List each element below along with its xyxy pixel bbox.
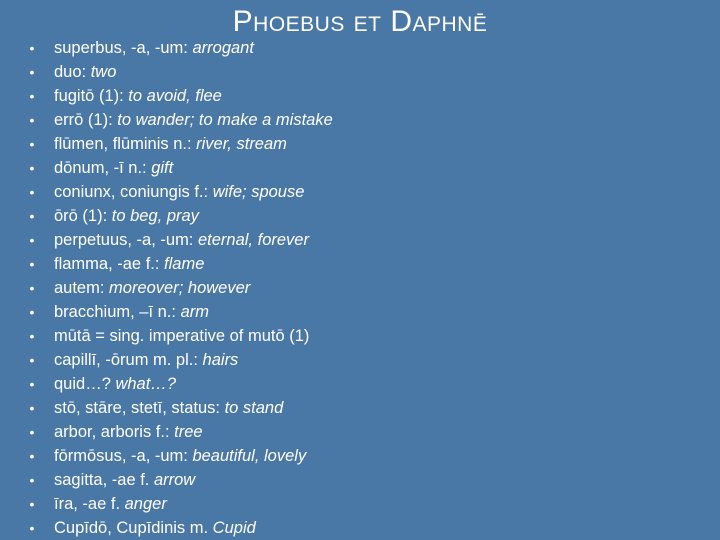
list-item bbox=[26, 180, 333, 204]
list-item bbox=[26, 372, 333, 396]
list-item bbox=[26, 348, 333, 372]
vocab-term: ōrō (1): bbox=[54, 207, 112, 225]
bullet-icon: • bbox=[29, 304, 35, 320]
vocab-term: quid…? bbox=[54, 375, 116, 393]
vocab-term: Cupīdō, Cupīdinis m. bbox=[54, 519, 213, 537]
list-item bbox=[26, 108, 333, 132]
list-item bbox=[26, 396, 333, 420]
vocab-term: duo: bbox=[54, 63, 91, 81]
list-item bbox=[26, 60, 333, 84]
vocab-term: mūtā = sing. imperative of mutō (1) bbox=[54, 327, 310, 345]
list-item bbox=[26, 228, 333, 252]
vocab-term: dōnum, -ī n.: bbox=[54, 159, 152, 177]
bullet-icon: • bbox=[29, 376, 35, 392]
vocab-gloss: tree bbox=[174, 423, 203, 441]
slide-title: Phoebus et Daphnē bbox=[232, 5, 488, 38]
list-item bbox=[26, 276, 333, 300]
list-item bbox=[26, 36, 333, 60]
list-item bbox=[26, 204, 333, 228]
bullet-icon: • bbox=[29, 400, 35, 416]
list-item bbox=[26, 132, 333, 156]
bullet-icon: • bbox=[29, 328, 35, 344]
list-item bbox=[26, 84, 333, 108]
bullet-icon: • bbox=[29, 64, 35, 80]
bullet-icon: • bbox=[29, 136, 35, 152]
vocab-gloss: beautiful, lovely bbox=[192, 447, 307, 465]
vocab-term: sagitta, -ae f. bbox=[54, 471, 154, 489]
vocab-gloss: river, stream bbox=[196, 135, 287, 153]
bullet-icon: • bbox=[29, 232, 35, 248]
bullet-icon: • bbox=[29, 448, 35, 464]
bullet-icon: • bbox=[29, 280, 35, 296]
vocab-gloss: two bbox=[90, 63, 117, 81]
vocab-term: coniunx, coniungis f.: bbox=[54, 183, 213, 201]
bullet-icon: • bbox=[29, 256, 35, 272]
vocab-term: īra, -ae f. bbox=[54, 495, 125, 513]
vocab-gloss: arrow bbox=[153, 471, 196, 489]
bullet-icon: • bbox=[29, 424, 35, 440]
vocab-gloss: Cupid bbox=[212, 519, 256, 537]
vocab-term: superbus, -a, -um: bbox=[54, 39, 193, 57]
vocab-term: flūmen, flūminis n.: bbox=[54, 135, 197, 153]
bullet-icon: • bbox=[29, 88, 35, 104]
vocab-gloss: wife; spouse bbox=[212, 183, 305, 201]
vocab-term: arbor, arboris f.: bbox=[54, 423, 175, 441]
vocab-term: capillī, -ōrum m. pl.: bbox=[54, 351, 203, 369]
bullet-icon: • bbox=[29, 520, 35, 536]
list-item bbox=[26, 252, 333, 276]
vocab-term: perpetuus, -a, -um: bbox=[54, 231, 198, 249]
bullet-icon: • bbox=[29, 112, 35, 128]
bullet-icon: • bbox=[29, 352, 35, 368]
bullet-icon: • bbox=[29, 496, 35, 512]
list-item bbox=[26, 324, 333, 348]
vocab-gloss: to beg, pray bbox=[111, 207, 199, 225]
vocabulary-list bbox=[26, 36, 333, 540]
vocab-gloss: flame bbox=[164, 255, 205, 273]
vocab-gloss: moreover; however bbox=[109, 279, 251, 297]
vocab-gloss: arrogant bbox=[192, 39, 254, 57]
vocab-gloss: arm bbox=[180, 303, 209, 321]
vocab-gloss: to stand bbox=[224, 399, 284, 417]
list-item bbox=[26, 516, 333, 540]
list-item bbox=[26, 300, 333, 324]
list-item bbox=[26, 420, 333, 444]
bullet-icon: • bbox=[29, 472, 35, 488]
vocab-gloss: hairs bbox=[202, 351, 239, 369]
vocab-term: errō (1): bbox=[54, 111, 118, 129]
vocab-gloss: what…? bbox=[115, 375, 176, 393]
list-item bbox=[26, 468, 333, 492]
list-item bbox=[26, 444, 333, 468]
vocab-gloss: gift bbox=[151, 159, 174, 177]
vocab-term: fugitō (1): bbox=[54, 87, 129, 105]
vocab-gloss: to wander; to make a mistake bbox=[117, 111, 333, 129]
bullet-icon: • bbox=[29, 184, 35, 200]
list-item bbox=[26, 156, 333, 180]
vocab-gloss: eternal, forever bbox=[197, 231, 309, 249]
vocab-gloss: anger bbox=[124, 495, 167, 513]
vocab-term: autem: bbox=[54, 279, 110, 297]
list-item bbox=[26, 492, 333, 516]
bullet-icon: • bbox=[29, 160, 35, 176]
vocab-term: bracchium, –ī n.: bbox=[54, 303, 181, 321]
vocab-term: fōrmōsus, -a, -um: bbox=[54, 447, 193, 465]
vocab-gloss: to avoid, flee bbox=[128, 87, 222, 105]
bullet-icon: • bbox=[29, 40, 35, 56]
bullet-icon: • bbox=[29, 208, 35, 224]
vocab-term: flamma, -ae f.: bbox=[54, 255, 165, 273]
vocab-term: stō, stāre, stetī, status: bbox=[54, 399, 225, 417]
